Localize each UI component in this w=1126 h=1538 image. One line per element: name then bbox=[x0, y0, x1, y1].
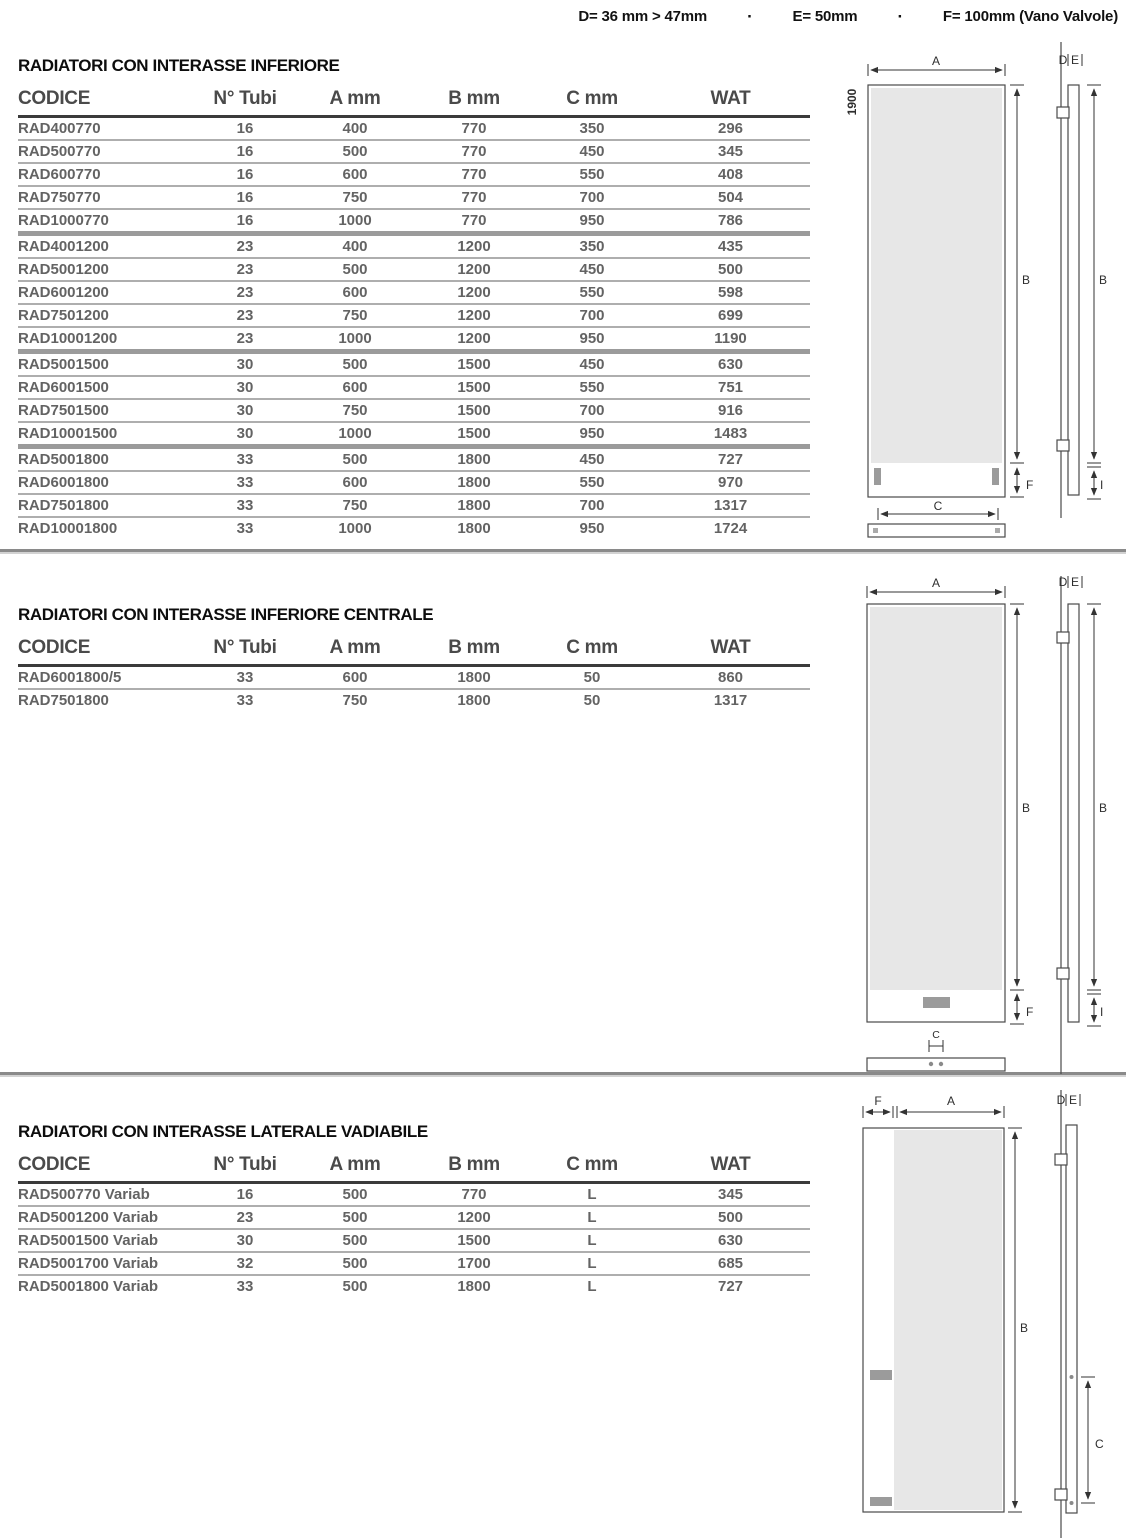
dim-label-c: C bbox=[932, 1029, 940, 1041]
cell-value: 630 bbox=[717, 1232, 744, 1249]
table-row bbox=[18, 376, 810, 399]
section-title: RADIATORI CON INTERASSE INFERIORE bbox=[18, 56, 340, 75]
dim-label-e: E bbox=[1068, 1093, 1078, 1107]
header-row bbox=[18, 88, 810, 117]
cell-codice: RAD10001500 bbox=[18, 425, 118, 442]
cell-codice: RAD7501500 bbox=[18, 402, 109, 419]
table-row bbox=[18, 163, 810, 186]
radiator-side-outline bbox=[1068, 85, 1079, 495]
cell-codice: RAD500770 Variab bbox=[18, 1186, 150, 1203]
cell-value: 30 bbox=[236, 1232, 254, 1249]
cell-value: 970 bbox=[717, 474, 744, 491]
dim-label-b: B bbox=[1099, 273, 1108, 287]
cell-codice: RAD5001500 bbox=[18, 356, 109, 373]
cell-value: 1800 bbox=[457, 451, 491, 468]
cell-value: 500 bbox=[342, 261, 368, 278]
cell-value: 1500 bbox=[457, 425, 491, 442]
cell-value: 786 bbox=[717, 212, 744, 229]
cell-value: 550 bbox=[579, 474, 605, 491]
cell-value: L bbox=[587, 1232, 597, 1249]
cell-value: 33 bbox=[236, 669, 254, 686]
column-header: B mm bbox=[448, 88, 500, 109]
cell-value: 770 bbox=[461, 189, 487, 206]
cell-value: 30 bbox=[236, 379, 254, 396]
front-view bbox=[867, 604, 1005, 1022]
cell-value: 408 bbox=[717, 166, 744, 183]
radiator-front-panel bbox=[871, 88, 1002, 463]
cell-value: 770 bbox=[461, 120, 487, 137]
cell-value: 1500 bbox=[457, 1232, 491, 1249]
cell-value: 1000 bbox=[338, 330, 372, 347]
dim-label-height-1900: 1900 bbox=[845, 88, 859, 116]
bottom-connection-left bbox=[929, 1062, 933, 1066]
column-header: B mm bbox=[448, 1154, 500, 1175]
cell-value: 600 bbox=[342, 166, 368, 183]
table-row bbox=[18, 304, 810, 327]
diagram-interasse-inferiore bbox=[832, 28, 1126, 548]
cell-codice: RAD5001200 Variab bbox=[18, 1209, 159, 1226]
header-row bbox=[18, 637, 810, 666]
cell-value: 1724 bbox=[713, 520, 748, 537]
dim-label-b: B bbox=[1099, 801, 1108, 815]
cell-codice: RAD6001800 bbox=[18, 474, 109, 491]
cell-value: 450 bbox=[579, 261, 605, 278]
dim-label-d: D bbox=[1058, 53, 1068, 67]
cell-value: 1000 bbox=[338, 212, 372, 229]
table-row bbox=[18, 234, 810, 259]
cell-value: 500 bbox=[342, 143, 368, 160]
cell-value: 30 bbox=[236, 402, 254, 419]
cell-codice: RAD5001800 Variab bbox=[18, 1278, 159, 1295]
dim-label-b: B bbox=[1022, 273, 1031, 287]
dim-b-side bbox=[1087, 604, 1107, 990]
cell-value: 600 bbox=[342, 474, 368, 491]
dim-label-d: D bbox=[1058, 575, 1068, 589]
legend bbox=[0, 8, 1118, 25]
dim-label-c: C bbox=[933, 499, 943, 513]
valve-connection-right bbox=[992, 468, 999, 485]
table-row bbox=[18, 258, 810, 281]
bottom-connection-right bbox=[995, 528, 1000, 533]
cell-value: 504 bbox=[717, 189, 744, 206]
dim-label-b: B bbox=[1020, 1321, 1029, 1335]
cell-value: 345 bbox=[717, 1186, 744, 1203]
cell-value: 1000 bbox=[338, 520, 372, 537]
section-divider bbox=[0, 549, 1126, 554]
column-header: WAT bbox=[710, 1154, 751, 1175]
legend-e-spec: E= 50mm bbox=[792, 8, 858, 25]
dim-label-a: A bbox=[931, 54, 941, 68]
table-row bbox=[18, 186, 810, 209]
cell-value: 500 bbox=[342, 1255, 368, 1272]
cell-value: 450 bbox=[579, 143, 605, 160]
radiator-table-laterale-variabile bbox=[18, 1154, 810, 1297]
column-header: C mm bbox=[566, 1154, 618, 1175]
dim-label-f: F bbox=[1026, 1005, 1034, 1019]
dim-f-front bbox=[1010, 994, 1033, 1024]
cell-value: 23 bbox=[236, 307, 254, 324]
cell-value: 500 bbox=[342, 1186, 368, 1203]
header-row bbox=[18, 1154, 810, 1183]
cell-value: 750 bbox=[342, 402, 368, 419]
side-connection-upper bbox=[1070, 1375, 1074, 1379]
dim-label-c: C bbox=[1095, 1437, 1104, 1451]
cell-value: 1500 bbox=[457, 356, 491, 373]
column-header: CODICE bbox=[18, 637, 91, 658]
radiator-front-panel bbox=[870, 607, 1002, 990]
cell-value: 598 bbox=[717, 284, 744, 301]
cell-value: 16 bbox=[236, 143, 254, 160]
cell-value: 16 bbox=[236, 189, 254, 206]
column-header: N° Tubi bbox=[213, 88, 277, 109]
legend-d-spec: D= 36 mm > 47mm bbox=[578, 8, 708, 25]
cell-value: 700 bbox=[579, 402, 605, 419]
cell-value: 33 bbox=[236, 497, 254, 514]
dim-label-i: I bbox=[1100, 1005, 1104, 1019]
bottom-connection-left bbox=[873, 528, 878, 533]
cell-value: 1800 bbox=[457, 1278, 491, 1295]
cell-codice: RAD7501800 bbox=[18, 692, 109, 709]
cell-value: 450 bbox=[579, 356, 605, 373]
cell-value: 916 bbox=[717, 402, 744, 419]
cell-codice: RAD6001200 bbox=[18, 284, 109, 301]
bottom-view bbox=[867, 1058, 1005, 1071]
cell-value: 550 bbox=[579, 284, 605, 301]
column-header: N° Tubi bbox=[213, 637, 277, 658]
dim-label-d: D bbox=[1056, 1093, 1066, 1107]
dim-b-front bbox=[1010, 85, 1030, 463]
dim-a bbox=[868, 54, 1005, 76]
table-row bbox=[18, 399, 810, 422]
section-interasse-inferiore-centrale bbox=[18, 605, 810, 711]
column-header: B mm bbox=[448, 637, 500, 658]
side-connection-lower bbox=[1070, 1501, 1074, 1505]
diagram-interasse-inferiore-centrale bbox=[832, 572, 1126, 1078]
cell-value: 32 bbox=[236, 1255, 254, 1272]
table-row bbox=[18, 447, 810, 472]
diagram-interasse-laterale-variabile bbox=[832, 1090, 1126, 1538]
table-row bbox=[18, 422, 810, 447]
cell-value: L bbox=[587, 1255, 597, 1272]
cell-value: 700 bbox=[579, 497, 605, 514]
cell-value: 770 bbox=[461, 1186, 487, 1203]
table-row bbox=[18, 140, 810, 163]
cell-value: 345 bbox=[717, 143, 744, 160]
bottom-connection-right bbox=[939, 1062, 943, 1066]
cell-value: 1317 bbox=[713, 692, 748, 709]
dim-b-front bbox=[1008, 1128, 1028, 1512]
cell-value: 1800 bbox=[457, 474, 491, 491]
column-header: CODICE bbox=[18, 88, 91, 109]
cell-codice: RAD400770 bbox=[18, 120, 101, 137]
table-row bbox=[18, 281, 810, 304]
cell-value: 600 bbox=[342, 669, 368, 686]
cell-codice: RAD10001800 bbox=[18, 520, 118, 537]
dim-c bbox=[878, 499, 998, 520]
radiator-table-inferiore bbox=[18, 88, 810, 539]
cell-value: 1800 bbox=[457, 497, 491, 514]
cell-value: 1500 bbox=[457, 379, 491, 396]
cell-value: 770 bbox=[461, 212, 487, 229]
cell-codice: RAD7501200 bbox=[18, 307, 109, 324]
cell-codice: RAD4001200 bbox=[18, 238, 109, 255]
cell-value: L bbox=[587, 1186, 597, 1203]
table-row bbox=[18, 1229, 810, 1252]
column-header: WAT bbox=[710, 637, 751, 658]
cell-value: 33 bbox=[236, 1278, 254, 1295]
dim-b-side bbox=[1087, 85, 1107, 463]
cell-codice: RAD5001500 Variab bbox=[18, 1232, 159, 1249]
cell-value: 500 bbox=[717, 1209, 744, 1226]
cell-value: 1200 bbox=[457, 238, 491, 255]
table-row bbox=[18, 1183, 810, 1207]
dim-i-side bbox=[1087, 467, 1103, 499]
valve-connection-left bbox=[874, 468, 881, 485]
dim-label-e: E bbox=[1070, 575, 1080, 589]
cell-value: 1500 bbox=[457, 402, 491, 419]
radiator-table-inferiore-centrale bbox=[18, 637, 810, 711]
cell-value: 950 bbox=[579, 212, 605, 229]
side-view bbox=[1057, 42, 1082, 518]
dim-f bbox=[863, 1094, 893, 1118]
cell-value: 500 bbox=[342, 1232, 368, 1249]
cell-codice: RAD5001700 Variab bbox=[18, 1255, 159, 1272]
cell-value: 16 bbox=[236, 166, 254, 183]
cell-value: 750 bbox=[342, 692, 368, 709]
column-header: WAT bbox=[710, 88, 751, 109]
cell-value: 435 bbox=[717, 238, 744, 255]
cell-value: 1200 bbox=[457, 307, 491, 324]
wall-bracket-top bbox=[1057, 107, 1069, 118]
cell-codice: RAD750770 bbox=[18, 189, 101, 206]
section-interasse-laterale-variabile bbox=[18, 1122, 810, 1297]
cell-value: 1800 bbox=[457, 692, 491, 709]
bottom-view-bar bbox=[868, 524, 1005, 537]
dim-b-front bbox=[1010, 604, 1030, 990]
cell-value: 500 bbox=[342, 1278, 368, 1295]
cell-codice: RAD5001800 bbox=[18, 451, 109, 468]
table-row bbox=[18, 471, 810, 494]
dim-label-f: F bbox=[1026, 478, 1034, 492]
column-header: A mm bbox=[329, 88, 381, 109]
cell-value: 751 bbox=[717, 379, 744, 396]
dim-label-a: A bbox=[946, 1094, 956, 1108]
cell-value: 860 bbox=[717, 669, 744, 686]
radiator-side-outline bbox=[1068, 604, 1079, 1022]
cell-value: 1200 bbox=[457, 261, 491, 278]
cell-value: 1700 bbox=[457, 1255, 491, 1272]
wall-bracket-bottom bbox=[1057, 440, 1069, 451]
column-header: A mm bbox=[329, 637, 381, 658]
cell-codice: RAD600770 bbox=[18, 166, 101, 183]
cell-codice: RAD7501800 bbox=[18, 497, 109, 514]
cell-value: 23 bbox=[236, 284, 254, 301]
dim-label-f: F bbox=[874, 1094, 882, 1108]
column-header: A mm bbox=[329, 1154, 381, 1175]
cell-value: 33 bbox=[236, 692, 254, 709]
bottom-view bbox=[868, 524, 1005, 537]
dim-f-front bbox=[1010, 468, 1033, 497]
cell-value: 30 bbox=[236, 425, 254, 442]
cell-value: 50 bbox=[583, 692, 601, 709]
cell-value: 700 bbox=[579, 189, 605, 206]
cell-value: 699 bbox=[717, 307, 744, 324]
cell-value: 400 bbox=[342, 120, 368, 137]
table-row bbox=[18, 517, 810, 539]
section-interasse-inferiore bbox=[18, 56, 810, 539]
cell-value: 1483 bbox=[713, 425, 748, 442]
table-row bbox=[18, 209, 810, 234]
wall-bracket-bottom bbox=[1057, 968, 1069, 979]
cell-value: 33 bbox=[236, 474, 254, 491]
dim-label-i: I bbox=[1100, 478, 1104, 492]
cell-value: 550 bbox=[579, 166, 605, 183]
cell-value: 23 bbox=[236, 238, 254, 255]
table-row bbox=[18, 1252, 810, 1275]
cell-value: 1317 bbox=[713, 497, 748, 514]
radiator-side-outline bbox=[1066, 1125, 1077, 1513]
cell-value: L bbox=[587, 1278, 597, 1295]
dim-label-a: A bbox=[931, 576, 941, 590]
dim-label-b: B bbox=[1022, 801, 1031, 815]
cell-value: 750 bbox=[342, 189, 368, 206]
dim-label-e: E bbox=[1070, 53, 1080, 67]
table-row bbox=[18, 327, 810, 352]
valve-connection-center bbox=[923, 997, 950, 1008]
legend-separator-dot: · bbox=[747, 7, 753, 26]
legend-f-spec: F= 100mm (Vano Valvole) bbox=[942, 8, 1118, 25]
cell-value: 30 bbox=[236, 356, 254, 373]
section-title: RADIATORI CON INTERASSE LATERALE VADIABILE bbox=[18, 1122, 428, 1141]
cell-value: 500 bbox=[717, 261, 744, 278]
dim-i-side bbox=[1087, 994, 1103, 1026]
side-view bbox=[1055, 1090, 1080, 1538]
cell-value: 727 bbox=[717, 1278, 744, 1295]
cell-value: 600 bbox=[342, 284, 368, 301]
column-header: C mm bbox=[566, 637, 618, 658]
cell-value: 950 bbox=[579, 330, 605, 347]
cell-value: 770 bbox=[461, 166, 487, 183]
cell-value: L bbox=[587, 1209, 597, 1226]
cell-codice: RAD1000770 bbox=[18, 212, 109, 229]
cell-value: 23 bbox=[236, 261, 254, 278]
cell-value: 950 bbox=[579, 425, 605, 442]
cell-value: 500 bbox=[342, 451, 368, 468]
cell-value: 1800 bbox=[457, 669, 491, 686]
cell-codice: RAD5001200 bbox=[18, 261, 109, 278]
cell-value: 500 bbox=[342, 356, 368, 373]
cell-value: 1000 bbox=[338, 425, 372, 442]
cell-value: 33 bbox=[236, 451, 254, 468]
section-title: RADIATORI CON INTERASSE INFERIORE CENTRALE bbox=[18, 605, 434, 624]
valve-connection-upper bbox=[870, 1370, 892, 1380]
cell-value: 400 bbox=[342, 238, 368, 255]
cell-value: 1200 bbox=[457, 1209, 491, 1226]
cell-value: 630 bbox=[717, 356, 744, 373]
cell-value: 1190 bbox=[714, 330, 747, 347]
cell-value: 350 bbox=[579, 120, 605, 137]
table-row bbox=[18, 352, 810, 377]
cell-value: 700 bbox=[579, 307, 605, 324]
cell-value: 350 bbox=[579, 238, 605, 255]
column-header: N° Tubi bbox=[213, 1154, 277, 1175]
cell-value: 727 bbox=[717, 451, 744, 468]
table-row bbox=[18, 1206, 810, 1229]
table-row bbox=[18, 494, 810, 517]
column-header: C mm bbox=[566, 88, 618, 109]
wall-bracket-bottom bbox=[1055, 1489, 1067, 1500]
cell-value: 1200 bbox=[457, 284, 491, 301]
wall-bracket-top bbox=[1057, 632, 1069, 643]
cell-codice: RAD6001800/5 bbox=[18, 669, 122, 686]
cell-value: 750 bbox=[342, 497, 368, 514]
cell-value: 33 bbox=[236, 520, 254, 537]
table-row bbox=[18, 689, 810, 711]
dim-c-side bbox=[1081, 1377, 1104, 1503]
cell-value: 1200 bbox=[457, 330, 491, 347]
front-view bbox=[868, 85, 1005, 497]
cell-value: 770 bbox=[461, 143, 487, 160]
cell-codice: RAD500770 bbox=[18, 143, 101, 160]
side-view bbox=[1057, 575, 1082, 1074]
cell-value: 296 bbox=[717, 120, 744, 137]
cell-value: 50 bbox=[583, 669, 601, 686]
cell-value: 950 bbox=[579, 520, 605, 537]
dim-a bbox=[867, 576, 1005, 598]
cell-value: 16 bbox=[236, 212, 254, 229]
front-view bbox=[863, 1128, 1004, 1512]
table-row bbox=[18, 117, 810, 141]
cell-value: 450 bbox=[579, 451, 605, 468]
table-row bbox=[18, 666, 810, 690]
radiator-front-panel bbox=[894, 1130, 1002, 1510]
dim-a bbox=[897, 1094, 1004, 1118]
cell-codice: RAD6001500 bbox=[18, 379, 109, 396]
cell-codice: RAD10001200 bbox=[18, 330, 118, 347]
cell-value: 685 bbox=[717, 1255, 744, 1272]
cell-value: 16 bbox=[236, 1186, 254, 1203]
bottom-view-bar bbox=[867, 1058, 1005, 1071]
wall-bracket-top bbox=[1055, 1154, 1067, 1165]
cell-value: 23 bbox=[236, 330, 254, 347]
dim-c-center bbox=[929, 1029, 943, 1052]
table-row bbox=[18, 1275, 810, 1297]
cell-value: 23 bbox=[236, 1209, 254, 1226]
cell-value: 16 bbox=[236, 120, 254, 137]
cell-value: 550 bbox=[579, 379, 605, 396]
valve-connection-lower bbox=[870, 1497, 892, 1506]
cell-value: 600 bbox=[342, 379, 368, 396]
cell-value: 500 bbox=[342, 1209, 368, 1226]
legend-separator-dot: · bbox=[897, 7, 903, 26]
column-header: CODICE bbox=[18, 1154, 91, 1175]
cell-value: 1800 bbox=[457, 520, 491, 537]
cell-value: 750 bbox=[342, 307, 368, 324]
